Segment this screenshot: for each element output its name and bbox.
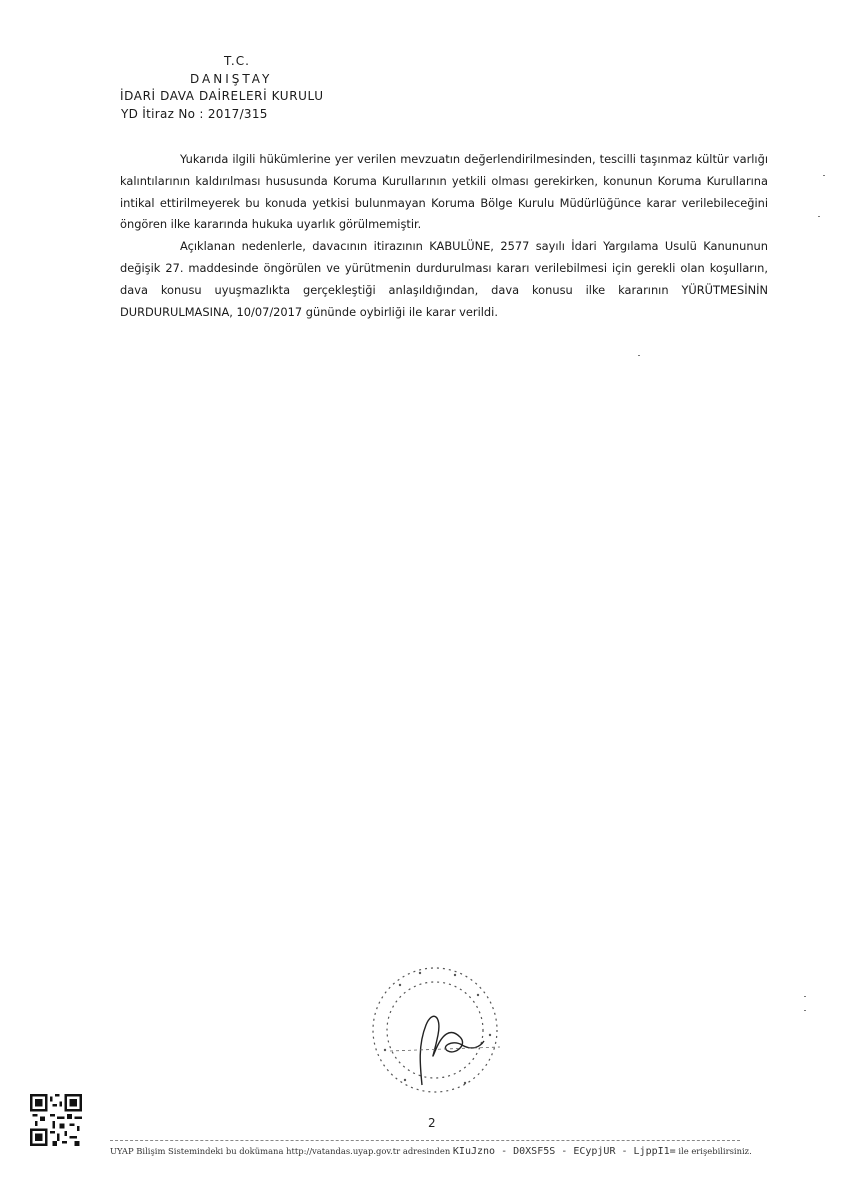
seal-stamp-icon	[360, 955, 520, 1105]
decision-body	[120, 149, 768, 323]
scan-speck	[818, 216, 820, 217]
footer-verification	[110, 1146, 750, 1157]
header-tc: T.C.	[224, 54, 250, 68]
header-danistay: DANIŞTAY	[190, 72, 273, 86]
header-itiraz-no: YD İtiraz No : 2017/315	[121, 107, 268, 121]
scan-speck	[804, 1010, 806, 1011]
paragraph-1: Yukarıda ilgili hükümlerine yer verilen mevzuatın değerlendirilmesinden, tescilli taşınmaz kültür varlığı kalıntılarının kaldırılması hususunda Koruma Kurullarının yetkili olması gerekirken, konunun Koruma Kurullarına intikal ettirilmeyerek bu konuda yetkisi bulunmayan Koruma Bölge Kurulu Müdürlüğünce karar verilebileceğini öngören ilke kararında hukuka uyarlık görülmemiştir.	[120, 152, 768, 232]
footer-code: KIuJzno - D0XSF5S - ECypjUR - LjppI1=	[452, 1146, 676, 1157]
scan-speck	[823, 175, 825, 176]
scan-speck	[638, 355, 640, 356]
qr-code-icon[interactable]	[30, 1094, 82, 1146]
paragraph-2: Açıklanan nedenlerle, davacının itirazının KABULÜNE, 2577 sayılı İdari Yargılama Usulü Kanununun değişik 27. maddesinde öngörülen ve yürütmenin durdurulması kararı verilebilmesi için gerekli olan koşulların, dava konusu uyuşmazlıkta gerçekleştiği anlaşıldığından, dava konusu ilke kararının YÜRÜTMESİNİN DURDURULMASINA, 10/07/2017 gününde oybirliği ile karar verildi.	[120, 239, 768, 319]
header-kurul: İDARİ DAVA DAİRELERİ KURULU	[120, 89, 324, 103]
footer-prefix: UYAP Bilişim Sistemindeki bu dokümana http://vatandas.uyap.gov.tr adresinden	[110, 1146, 451, 1156]
scan-speck	[804, 996, 806, 997]
footer-suffix: ile erişebilirsiniz.	[678, 1146, 752, 1156]
page-number: 2	[428, 1116, 436, 1130]
footer-rule	[110, 1140, 740, 1141]
